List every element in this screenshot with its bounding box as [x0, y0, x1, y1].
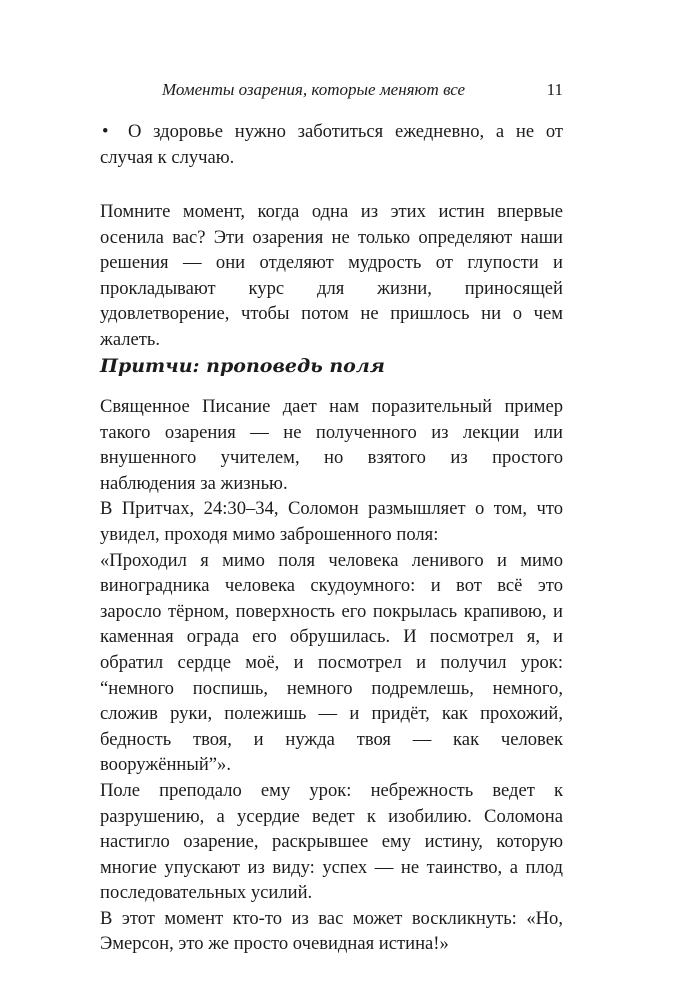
- bullet-text: О здоровье нужно заботиться ежедневно, а не от случая к случаю.: [100, 121, 563, 168]
- running-title: Моменты озарения, которые меняют все: [162, 80, 466, 99]
- bullet-list-item: [100, 119, 563, 170]
- section-heading: Притчи: проповедь поля: [100, 355, 385, 377]
- paragraph-exclamation: В этот момент кто-то из вас может воскликнуть: «Но, Эмерсон, это же просто очевидная истина!»: [100, 907, 563, 955]
- paragraph-proverbs-quote: «Проходил я мимо поля человека ленивого и мимо виноградника человека скудоумного: и вот всё это заросло тёрном, поверхность его покрылась крапивою, и каменная ограда его обрушилась. И посмотрел я, и обратил сердце моё, и посмотрел и получил урок: “немного поспишь, немного подремлешь, немного, сложив руки, полежишь — и придёт, как прохожий, бедность твоя, и нужда твоя — как человек вооружённый”».: [100, 549, 563, 776]
- bullet-mark: •: [102, 121, 109, 142]
- intro-paragraph: Помните момент, когда одна из этих истин впервые осенила вас? Эти озарения не только определяют наши решения — они отделяют мудрость от глупости и прокладывают курс для жизни, приносящей удовлетворение, чтобы потом не пришлось ни о чем жалеть.: [100, 201, 563, 350]
- paragraph-field-lesson: Поле преподало ему урок: небрежность ведет к разрушению, а усердие ведет к изобилию. Соломона настигло озарение, раскрывшее ему истину, которую многие упускают из виду: успех — не таинство, а плод последовательных усилий.: [100, 779, 563, 904]
- section-body: [100, 394, 563, 957]
- paragraph-proverbs-intro: В Притчах, 24:30–34, Соломон размышляет о том, что увидел, проходя мимо заброшенного поля:: [100, 498, 563, 545]
- paragraph-scripture-example: Священное Писание дает нам поразительный пример такого озарения — не полученного из лекции или внушенного учителем, но взятого из простого наблюдения за жизнью.: [100, 396, 563, 494]
- running-header: [100, 78, 563, 102]
- page-number: 11: [546, 80, 563, 99]
